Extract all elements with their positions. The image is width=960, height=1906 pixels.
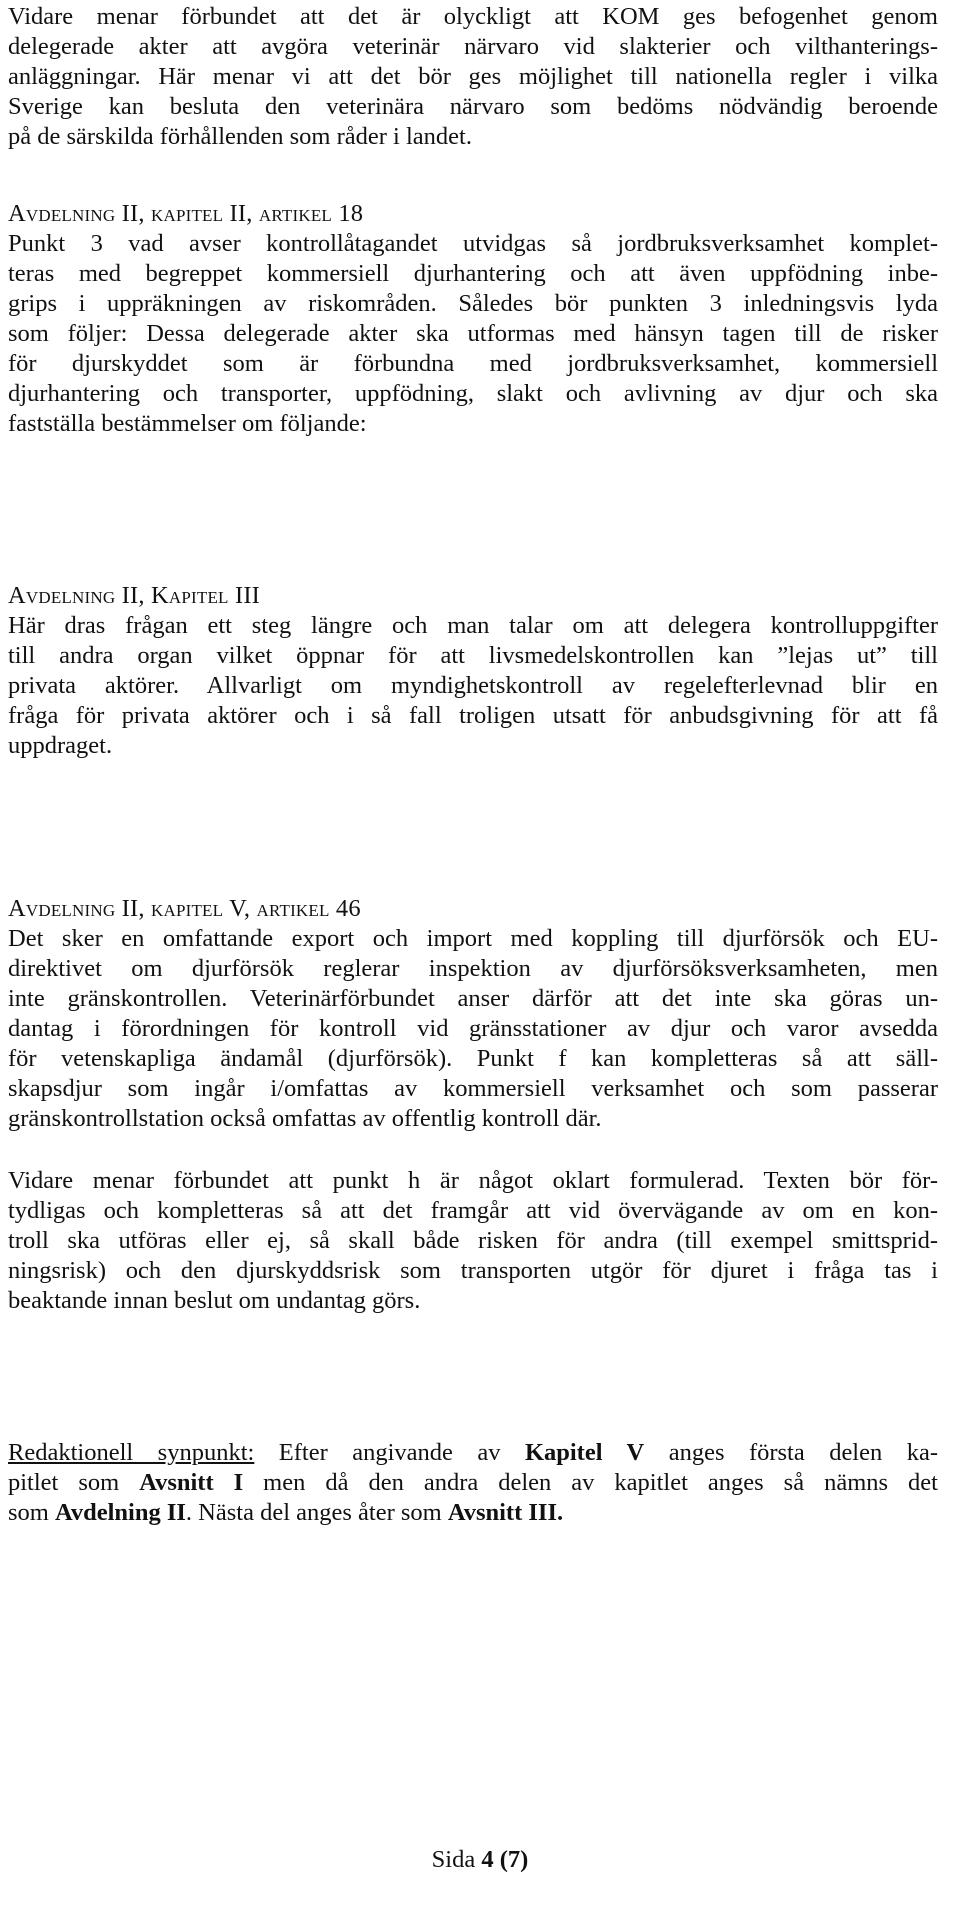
text-line: ningsrisk) och den djurskyddsrisk som transporten utgör för djuret i fråga tas i <box>8 1257 938 1284</box>
text-line: beaktande innan beslut om undantag görs. <box>8 1287 421 1314</box>
bold-span: Avsnitt I <box>139 1469 244 1496</box>
page-total: (7) <box>499 1846 529 1873</box>
text-line <box>8 1495 563 1531</box>
text-line: på de särskilda förhållenden som råder i landet. <box>8 123 472 150</box>
text-span: men då den andra delen av kapitlet anges så nämns det <box>243 1469 938 1496</box>
text-line: Sverige kan besluta den veterinära närvaro som bedöms nödvändig beroende <box>8 93 938 120</box>
text-span: som <box>8 1499 55 1526</box>
text-line: gränskontrollstation också omfattas av offentlig kontroll där. <box>8 1105 602 1132</box>
section-heading: Avdelning II, kapitel V, artikel 46 <box>8 895 361 922</box>
text-line: fråga för privata aktörer och i så fall troligen utsatt för anbudsgivning för att få <box>8 702 938 729</box>
page-current: 4 <box>481 1846 494 1873</box>
text-line: grips i uppräkningen av riskområden. Således bör punkten 3 inledningsvis lyda <box>8 290 938 317</box>
text-line: Punkt 3 vad avser kontrollåtagandet utvidgas så jordbruksverksamhet komplet- <box>8 230 938 257</box>
text-line: uppdraget. <box>8 732 113 759</box>
text-line: dantag i förordningen för kontroll vid gränsstationer av djur och varor avsedda <box>8 1015 938 1042</box>
bold-span: Avdelning II <box>54 1499 186 1526</box>
text-line: Här dras frågan ett steg längre och man talar om att delegera kontrolluppgifter <box>8 612 938 639</box>
text-line: fastställa bestämmelser om följande: <box>8 410 367 437</box>
text-line: för vetenskapliga ändamål (djurförsök). Punkt f kan kompletteras så att säll- <box>8 1045 938 1072</box>
page-number <box>0 1842 960 1878</box>
text-line: skapsdjur som ingår i/omfattas av kommersiell verksamhet och som passerar <box>8 1075 938 1102</box>
page-prefix: Sida <box>431 1846 482 1873</box>
text-line: till andra organ vilket öppnar för att livsmedelskontrollen kan ”lejas ut” till <box>8 642 938 669</box>
text-line: djurhantering och transporter, uppfödning, slakt och avlivning av djur och ska <box>8 380 938 407</box>
text-line: tydligas och kompletteras så att det framgår att vid övervägande av om en kon- <box>8 1197 938 1224</box>
section-heading: Avdelning II, kapitel II, artikel 18 <box>8 200 364 227</box>
text-line: som följer: Dessa delegerade akter ska utformas med hänsyn tagen till de risker <box>8 320 938 347</box>
text-line: Vidare menar förbundet att det är olyckligt att KOM ges befogenhet genom <box>8 3 938 30</box>
text-line: direktivet om djurförsök reglerar inspektion av djurförsöksverksamheten, men <box>8 955 938 982</box>
section-heading: Avdelning II, Kapitel III <box>8 582 261 609</box>
text-line: teras med begreppet kommersiell djurhantering och att även uppfödning inbe- <box>8 260 938 287</box>
text-line: privata aktörer. Allvarligt om myndighetskontroll av regelefterlevnad blir en <box>8 672 938 699</box>
text-line: för djurskyddet som är förbundna med jordbruksverksamhet, kommersiell <box>8 350 938 377</box>
text-line: Det sker en omfattande export och import med koppling till djurförsök och EU- <box>8 925 938 952</box>
text-line: anläggningar. Här menar vi att det bör ges möjlighet till nationella regler i vilka <box>8 63 938 90</box>
text-line: inte gränskontrollen. Veterinärförbundet anser därför att det inte ska göras un- <box>8 985 938 1012</box>
text-span: Efter angivande av <box>254 1439 525 1466</box>
text-line: troll ska utföras eller ej, så skall både risken för andra (till exempel smittsprid- <box>8 1227 938 1254</box>
text-line: delegerade akter att avgöra veterinär närvaro vid slakterier och vilthanterings- <box>8 33 938 60</box>
bold-span: Kapitel V <box>524 1439 645 1466</box>
editorial-label: Redaktionell synpunkt: <box>8 1439 255 1466</box>
text-line: Vidare menar förbundet att punkt h är något oklart formulerad. Texten bör för- <box>8 1167 938 1194</box>
text-span: anges första delen ka- <box>644 1439 938 1466</box>
bold-span: Avsnitt III. <box>447 1499 564 1526</box>
text-span: . Nästa del anges åter som <box>185 1499 448 1526</box>
text-span: pitlet som <box>8 1469 140 1496</box>
